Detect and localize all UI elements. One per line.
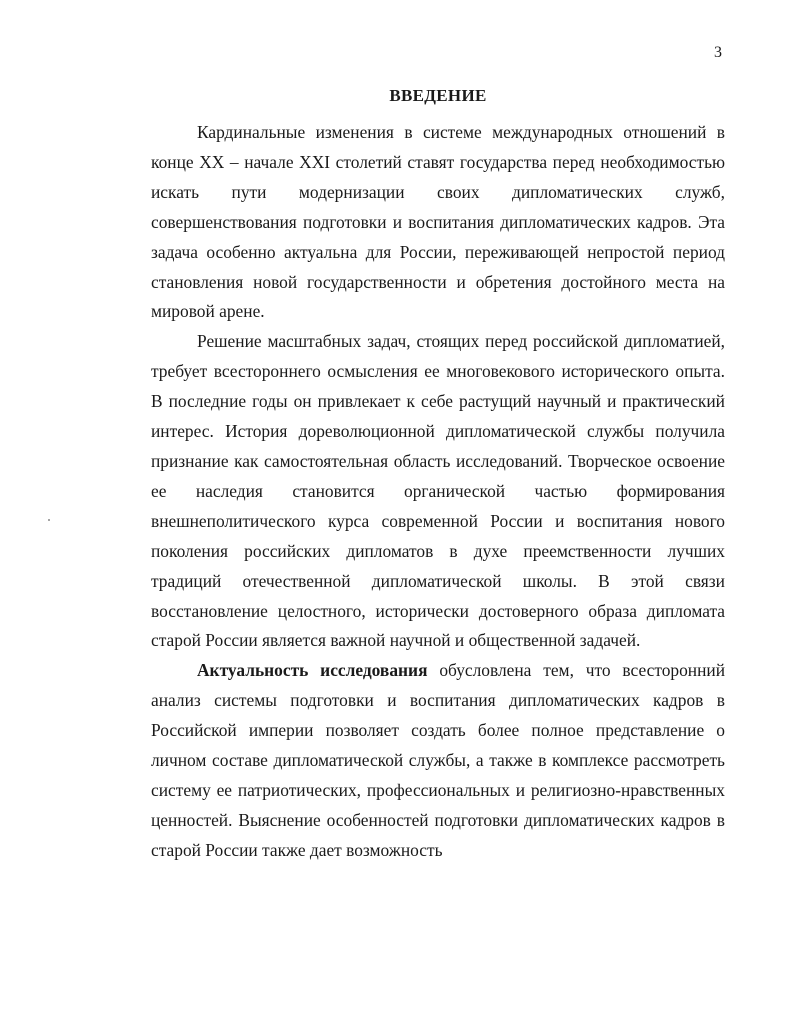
paragraph-3-lead: Актуальность исследования	[197, 660, 428, 681]
paragraph-3	[151, 656, 725, 865]
body-text	[151, 118, 725, 866]
section-title: ВВЕДЕНИЕ	[389, 86, 487, 105]
paragraph-3-text: обусловлена тем, что всесторонний анализ системы подготовки и воспитания дипломатических кадров в Российской империи позволяет создать более полное представление о личном составе дипломатической службы, а также в комплексе рассмотреть систему ее патриотических, профессиональных и религиозно-нравственных ценностей. Выяснение особенностей подготовки дипломатических кадров в старой России также дает возможность	[151, 660, 726, 860]
scan-speck	[48, 519, 50, 521]
paragraph-1: Кардинальные изменения в системе международных отношений в конце XX – начале XXI столетий ставят государства перед необходимостью искать пути модернизации своих дипломатических служб, совершенствования подготовки и воспитания дипломатических кадров. Эта задача особенно актуальна для России, переживающей непростой период становления новой государственности и обретения достойного места на мировой арене.	[151, 122, 725, 322]
paragraph-2: Решение масштабных задач, стоящих перед российской дипломатией, требует всестороннего осмысления ее многовекового исторического опыта. В последние годы он привлекает к себе растущий научный и практический интерес. История дореволюционной дипломатической службы получила признание как самостоятельная область исследований. Творческое освоение ее наследия становится органической частью формирования внешнеполитического курса современной России и воспитания нового поколения российских дипломатов в духе преемственности лучших традиций отечественной дипломатической школы. В этой связи восстановление целостного, исторически достоверного образа дипломата старой России является важной научной и общественной задачей.	[151, 331, 725, 651]
page-number: 3	[714, 44, 722, 61]
